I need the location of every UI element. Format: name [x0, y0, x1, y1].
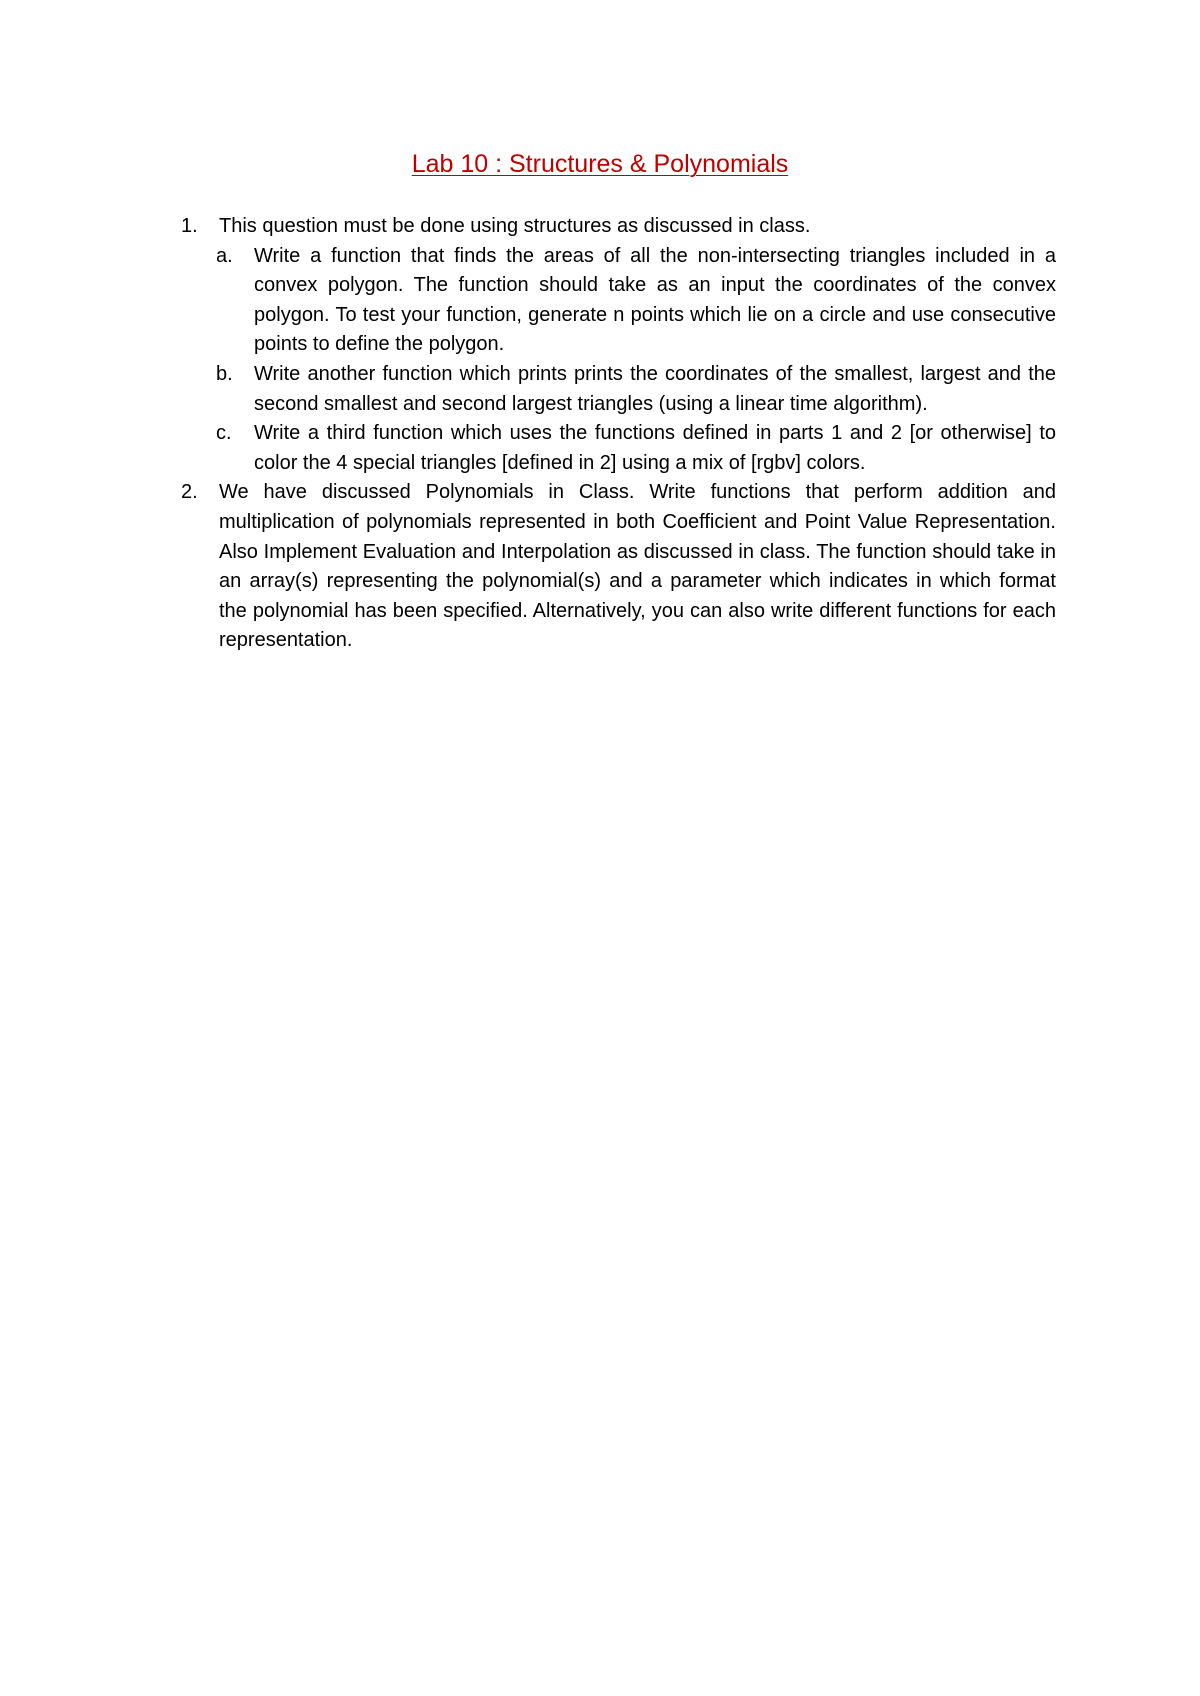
page-title: Lab 10 : Structures & Polynomials: [411, 150, 789, 178]
question-1-part-a: [181, 242, 1056, 360]
part-c-letter: c.: [216, 422, 232, 445]
question-1-text: This question must be done using structures as discussed in class.: [219, 215, 811, 237]
question-list: [181, 212, 1056, 656]
part-a-text: Write a function that finds the areas of all the non-intersecting triangles included in a convex polygon. The function should take as an input the coordinates of the convex polygon. To test your function, generate n points which lie on a circle and use consecutive points to define the polygon.: [254, 244, 1056, 356]
question-1-part-c: [181, 419, 1056, 478]
part-c-text: Write a third function which uses the functions defined in parts 1 and 2 [or otherwise] to color the 4 special triangles [defined in 2] using a mix of [rgbv] colors.: [254, 422, 1056, 474]
question-2: [181, 478, 1056, 656]
question-2-text: We have discussed Polynomials in Class. Write functions that perform addition and multiplication of polynomials represented in both Coefficient and Point Value Representation. Also Implement Evaluation and Interpolation as discussed in class. The function should take in an array(s) representing the polynomial(s) and a parameter which indicates in which format the polynomial has been specified. Alternatively, you can also write different functions for each representation.: [219, 481, 1056, 652]
question-2-number: 2.: [181, 481, 198, 504]
part-a-letter: a.: [216, 244, 233, 267]
question-1: [181, 212, 1056, 478]
question-1-part-b: [181, 360, 1056, 419]
part-b-letter: b.: [216, 362, 233, 385]
question-1-parts: [216, 242, 1056, 479]
question-1-number: 1.: [181, 215, 198, 237]
part-b-text: Write another function which prints prints the coordinates of the smallest, largest and the second smallest and second largest triangles (using a linear time algorithm).: [254, 362, 1056, 415]
